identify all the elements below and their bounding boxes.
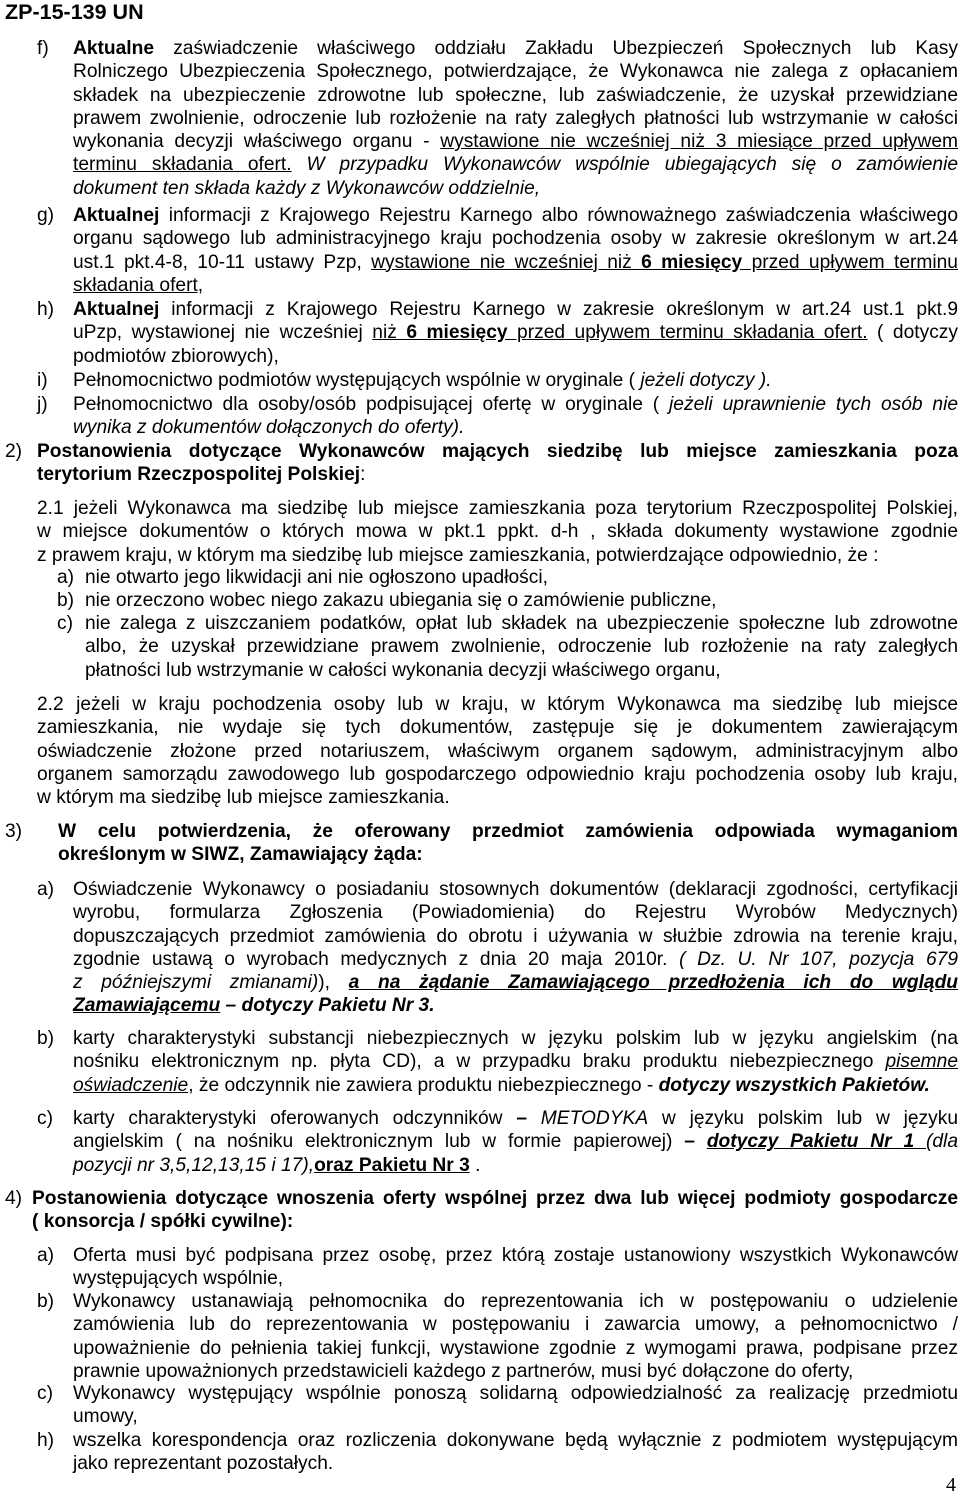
text-run: informacji z Krajowego Rejestru Karnego albo równoważnego zaświadczenia właściwego xyxy=(159,205,958,226)
text-run: karty charakterystyki substancji niebezpiecznych w języku polskim lub w języku angielskim (na xyxy=(73,1028,958,1049)
list-item-text xyxy=(85,612,958,682)
text-run: w miejsce dokumentów o których mowa w pkt.1 ppkt. d-h , składa dokumenty wystawione zgodnie xyxy=(37,521,958,543)
text-run: w języku polskim lub w języku xyxy=(648,1108,958,1129)
text-run: występujących wspólnie, xyxy=(73,1268,284,1290)
text-run: wyrobu, formularza Zgłoszenia (Powiadomienia) do Rejestru Wyrobów Medycznych) xyxy=(73,902,958,924)
section-2-heading xyxy=(5,440,958,487)
text-line xyxy=(37,497,958,520)
text-run: z późniejszymi zmianami) xyxy=(73,972,319,994)
list-item-4-a xyxy=(37,1244,958,1291)
text-run: upoważnienie do pełnienia takiej funkcji, wystawione zgodnie z wymogami prawa, podpisane przez xyxy=(73,1337,958,1359)
text-run: ( dotyczy xyxy=(867,322,958,344)
text-run: 6 miesięcy xyxy=(406,322,508,344)
list-item-label: b) xyxy=(57,590,75,611)
text-run: – xyxy=(502,1108,541,1129)
text-run: Oświadczenie Wykonawcy o posiadaniu stosownych dokumentów (deklaracji zgodności, certyfikacji xyxy=(73,879,958,900)
list-item-text xyxy=(73,1107,958,1177)
text-line xyxy=(85,612,958,635)
text-run: prawnie upoważnionych przedstawicieli każdego z partnerów, musi być dołączone do oferty, xyxy=(73,1360,854,1382)
text-line xyxy=(73,901,958,924)
sublist-item-a xyxy=(57,566,958,589)
list-item-g xyxy=(37,204,958,297)
document-id-header: ZP-15-139 UN xyxy=(5,0,144,24)
text-run: oświadczenie złożone przed notariuszem, właściwym organem sądowym, administracyjnym albo xyxy=(37,740,958,762)
text-run: METODYKA xyxy=(540,1108,649,1129)
text-run: – dotyczy Pakietu Nr 3. xyxy=(220,995,435,1017)
text-run: ( Dz. U. Nr 107, pozycja 679 xyxy=(679,948,958,970)
text-line xyxy=(73,37,958,60)
text-run: , że odczynnik nie zawiera produktu niebezpiecznego - xyxy=(188,1074,659,1096)
text-run: pisemne xyxy=(885,1051,958,1073)
text-run: oświadczenie xyxy=(73,1074,189,1096)
text-line xyxy=(58,820,958,843)
text-line xyxy=(73,369,958,392)
text-run: terytorium Rzeczpospolitej Polskiej xyxy=(37,464,361,486)
text-line xyxy=(85,659,958,682)
text-run: wystawione nie wcześniej niż 3 miesiące przed upływem xyxy=(440,131,958,153)
section-4-heading xyxy=(5,1187,958,1234)
list-item-text xyxy=(73,37,958,200)
text-run: przed upływem terminu xyxy=(742,251,958,273)
text-line xyxy=(73,393,958,416)
list-item-text xyxy=(73,298,958,368)
text-line xyxy=(73,925,958,948)
text-line xyxy=(37,520,958,543)
text-line xyxy=(73,153,958,176)
list-item-4-c xyxy=(37,1382,958,1429)
text-run: umowy, xyxy=(73,1406,138,1428)
text-run: Wykonawcy występujący wspólnie ponoszą solidarną odpowiedzialność za realizację przedmiotu xyxy=(73,1383,958,1404)
text-line xyxy=(73,1405,958,1428)
text-line xyxy=(85,589,958,612)
text-line xyxy=(73,994,958,1017)
text-line xyxy=(73,130,958,153)
text-run: zaświadczenie właściwego oddziału Zakładu Ubezpieczeń Społecznych lub Kasy xyxy=(154,38,958,59)
text-line xyxy=(37,740,958,763)
list-item-text xyxy=(73,369,958,392)
text-line xyxy=(37,786,958,809)
text-run: karty charakterystyki oferowanych odczynników xyxy=(73,1108,503,1129)
list-item-3-c xyxy=(37,1107,958,1177)
text-run: podmiotów zbiorowych), xyxy=(73,345,279,367)
text-line xyxy=(73,274,958,297)
list-item-j xyxy=(37,393,958,440)
text-line xyxy=(73,107,958,130)
list-item-label: b) xyxy=(37,1028,55,1049)
text-line xyxy=(73,878,958,901)
text-run: dotyczy Pakietu Nr 1 xyxy=(706,1131,926,1153)
list-item-text xyxy=(73,878,958,1018)
text-run: Postanowienia dotyczące Wykonawców mających siedzibę lub miejsce zamieszkania poza xyxy=(37,441,958,462)
list-item-text xyxy=(73,1027,958,1097)
list-item-label: b) xyxy=(37,1291,55,1312)
text-run: wszelka korespondencja oraz rozliczenia dokonywane będą wyłącznie z podmiotem występującym xyxy=(73,1430,958,1451)
list-item-4-h xyxy=(37,1429,958,1476)
text-run: ust.1 pkt.4-8, 10-11 ustawy Pzp, xyxy=(73,251,372,273)
text-line xyxy=(73,60,958,83)
list-item-label: c) xyxy=(37,1383,53,1404)
text-run: – xyxy=(672,1131,707,1153)
list-item-text xyxy=(73,1244,958,1291)
text-run: oraz Pakietu Nr 3 xyxy=(314,1154,470,1176)
text-run: Pełnomocnictwo dla osoby/osób podpisującej ofertę w oryginale ( xyxy=(73,394,670,415)
paragraph-2-1 xyxy=(37,497,958,567)
text-line xyxy=(73,321,958,344)
section-heading-text xyxy=(37,440,958,487)
list-item-label: i) xyxy=(37,370,48,391)
text-line xyxy=(37,716,958,739)
list-item-h xyxy=(37,298,958,368)
text-run: przed upływem terminu składania ofert. xyxy=(507,322,868,344)
text-line xyxy=(73,1360,958,1383)
text-line xyxy=(73,345,958,368)
text-run: nie orzeczono wobec niego zakazu ubiegania się o zamówienie publiczne, xyxy=(85,590,717,611)
text-run: wystawione nie wcześniej niż xyxy=(371,251,642,273)
section-heading-text xyxy=(58,820,958,867)
list-item-text xyxy=(73,1429,958,1476)
sublist-item-c xyxy=(57,612,958,682)
text-line xyxy=(73,1382,958,1405)
text-run: dopuszczających przedmiot zamówienia do obrotu i używania w służbie zdrowia na terenie kraju, xyxy=(73,925,958,947)
text-run: 2.1 jeżeli Wykonawca ma siedzibę lub miejsce zamieszkania poza terytorium Rzeczpospolitej Polskiej, xyxy=(37,498,958,519)
text-run: Wykonawcy ustanawiają pełnomocnika do reprezentowania ich w postępowaniu o udzielenie xyxy=(73,1291,958,1312)
text-run: W celu potwierdzenia, że oferowany przedmiot zamówienia odpowiada wymaganiom xyxy=(58,821,958,842)
list-item-label: a) xyxy=(57,567,75,588)
section-number: 4) xyxy=(5,1188,23,1209)
text-run: dotyczy wszystkich Pakietów. xyxy=(658,1074,930,1096)
text-run: dokument ten składa każdy z Wykonawców oddzielnie, xyxy=(73,177,541,199)
text-line xyxy=(73,1050,958,1073)
text-line xyxy=(37,463,958,486)
text-run: Rolniczego Ubezpieczenia Społecznego, potwierdzające, że Wykonawca nie zalega z opłacaniem xyxy=(73,61,958,83)
text-run: : xyxy=(360,464,366,486)
text-line xyxy=(73,1452,958,1475)
list-item-label: h) xyxy=(37,1430,55,1451)
paragraph-text xyxy=(37,497,958,567)
text-run: zgodnie ustawą o wyrobach medycznych z dnia 20 maja 2010r. xyxy=(73,948,680,970)
text-run: z prawem kraju, w którym ma siedzibę lub miejsce zamieszkania, potwierdzające odpowiednio, że : xyxy=(37,544,879,566)
list-item-text xyxy=(85,566,958,589)
text-line xyxy=(32,1187,958,1210)
text-run: jeżeli dotyczy ). xyxy=(640,370,772,391)
text-run: terminu składania ofert. xyxy=(73,154,292,176)
text-line xyxy=(73,1429,958,1452)
text-run: ), xyxy=(318,972,349,994)
text-run: 2.2 jeżeli w kraju pochodzenia osoby lub w kraju, w którym Wykonawca ma siedzibę lub miejsce xyxy=(37,694,958,715)
text-run: niż xyxy=(372,322,407,344)
text-run: Postanowienia dotyczące wnoszenia oferty wspólnej przez dwa lub więcej podmioty gospodarcze xyxy=(32,1188,958,1209)
text-line xyxy=(73,298,958,321)
text-run: albo, że uzyskał przewidziane prawem zwolnienie, odroczenie lub rozłożenie na raty zaległych xyxy=(85,636,958,658)
section-number: 2) xyxy=(5,441,23,462)
text-line xyxy=(73,1313,958,1336)
list-item-label: h) xyxy=(37,299,55,320)
text-run: prawem zwolnienie, odroczenie lub rozłożenie na raty zaległych płatności lub wstrzymanie w całości xyxy=(73,107,958,129)
text-run: Pełnomocnictwo podmiotów występujących wspólnie w oryginale ( xyxy=(73,370,641,391)
text-line xyxy=(73,227,958,250)
text-line xyxy=(37,440,958,463)
list-item-label: g) xyxy=(37,205,55,226)
sublist-item-b xyxy=(57,589,958,612)
text-run: jeżeli uprawnienie tych osób nie xyxy=(669,394,959,415)
list-item-text xyxy=(73,1382,958,1429)
text-run: zamieszkania, nie wydaje się tych dokumentów, zastępuje się je dokumentem zawierającym xyxy=(37,717,958,739)
section-heading-text xyxy=(32,1187,958,1234)
text-line xyxy=(73,84,958,107)
text-run: składek na ubezpieczenie zdrowotne lub społeczne, lub zaświadczenie, że uzyskał przewidziane xyxy=(73,84,958,106)
list-item-3-a xyxy=(37,878,958,1018)
section-number: 3) xyxy=(5,821,23,842)
text-run: nie zalega z uiszczaniem podatków, opłat lub składek na ubezpieczenie społeczne lub zdrowotne xyxy=(85,613,958,634)
text-line xyxy=(37,544,958,567)
list-item-f xyxy=(37,37,958,200)
text-line xyxy=(73,1130,958,1153)
text-line xyxy=(73,1290,958,1313)
text-run: Aktualne xyxy=(73,38,155,59)
list-item-label: j) xyxy=(37,394,48,415)
text-run: angielskim ( na nośniku elektronicznym lub w formie papierowej) xyxy=(73,1131,673,1153)
text-run: 6 miesięcy xyxy=(641,251,743,273)
list-item-text xyxy=(85,589,958,612)
text-line xyxy=(32,1210,958,1233)
list-item-label: a) xyxy=(37,879,55,900)
list-item-3-b xyxy=(37,1027,958,1097)
text-run: Aktualnej xyxy=(73,299,160,320)
text-line xyxy=(37,763,958,786)
list-item-label: f) xyxy=(37,38,49,59)
section-3-heading xyxy=(5,820,958,867)
text-run: Zamawiającemu xyxy=(73,995,221,1017)
text-line xyxy=(73,251,958,274)
text-run: organem samorządu zawodowego lub gospodarczego odpowiednio kraju pochodzenia osoby lub kraju, xyxy=(37,763,958,785)
text-line xyxy=(73,948,958,971)
text-line xyxy=(73,1074,958,1097)
text-line xyxy=(58,843,958,866)
list-item-text xyxy=(73,393,958,440)
text-run: nośniku elektronicznym np. płyta CD), a w przypadku braku produktu niebezpiecznego xyxy=(73,1051,886,1073)
text-line xyxy=(85,566,958,589)
text-line xyxy=(73,416,958,439)
text-line xyxy=(73,971,958,994)
text-run: . xyxy=(469,1154,481,1176)
list-item-text xyxy=(73,204,958,297)
paragraph-2-2 xyxy=(37,693,958,809)
text-run: informacji z Krajowego Rejestru Karnego w zakresie określonym w art.24 ust.1 pkt.9 xyxy=(159,299,958,320)
list-item-4-b xyxy=(37,1290,958,1383)
text-line xyxy=(73,1107,958,1130)
list-item-i xyxy=(37,369,958,392)
text-run: Oferta musi być podpisana przez osobę, przez którą zostaje ustanowiony wszystkich Wykonawców xyxy=(73,1245,958,1266)
list-item-label: c) xyxy=(57,613,73,634)
text-run: Aktualnej xyxy=(73,205,160,226)
text-run: W przypadku Wykonawców wspólnie ubiegających się o zamówienie xyxy=(291,154,959,176)
text-run: nie otwarto jego likwidacji ani nie ogłoszono upadłości, xyxy=(85,567,548,588)
list-item-label: a) xyxy=(37,1245,55,1266)
text-run: organu sądowego lub administracyjnego kraju pochodzenia osoby w zakresie określonym w art.24 xyxy=(73,228,958,250)
text-line xyxy=(73,1027,958,1050)
text-line xyxy=(73,177,958,200)
text-run: pozycji nr 3,5,12,13,15 i 17), xyxy=(73,1154,315,1176)
text-run: w którym ma siedzibę lub miejsce zamieszkania. xyxy=(37,787,450,809)
text-line xyxy=(73,1244,958,1267)
page-number: 4 xyxy=(946,1474,956,1496)
text-line xyxy=(73,1267,958,1290)
text-run: (dla xyxy=(926,1131,958,1153)
text-run: uPzp, wystawionej nie wcześniej xyxy=(73,322,373,344)
text-line xyxy=(73,204,958,227)
list-item-label: c) xyxy=(37,1108,53,1129)
text-run: zamówienia lub do reprezentowania w postępowaniu i zawarcia umowy, a pełnomocnictwo / xyxy=(73,1314,958,1336)
text-run: a na żądanie Zamawiającego przedłożenia ich do wglądu xyxy=(348,972,959,994)
text-line xyxy=(73,1154,958,1177)
list-item-text xyxy=(73,1290,958,1383)
text-run: określonym w SIWZ, Zamawiający żąda: xyxy=(58,844,423,866)
text-run: wykonania decyzji właściwego organu - xyxy=(73,131,441,153)
text-run: wynika z dokumentów dołączonych do oferty). xyxy=(73,417,465,439)
text-run: ( konsorcja / spółki cywilne): xyxy=(32,1211,294,1233)
text-run: jako reprezentant pozostałych. xyxy=(73,1453,334,1475)
text-line xyxy=(73,1337,958,1360)
text-line xyxy=(85,635,958,658)
text-run: składania ofert, xyxy=(73,274,204,296)
text-line xyxy=(37,693,958,716)
text-run: płatności lub wstrzymanie w całości wykonania decyzji właściwego organu, xyxy=(85,659,721,681)
paragraph-text xyxy=(37,693,958,809)
